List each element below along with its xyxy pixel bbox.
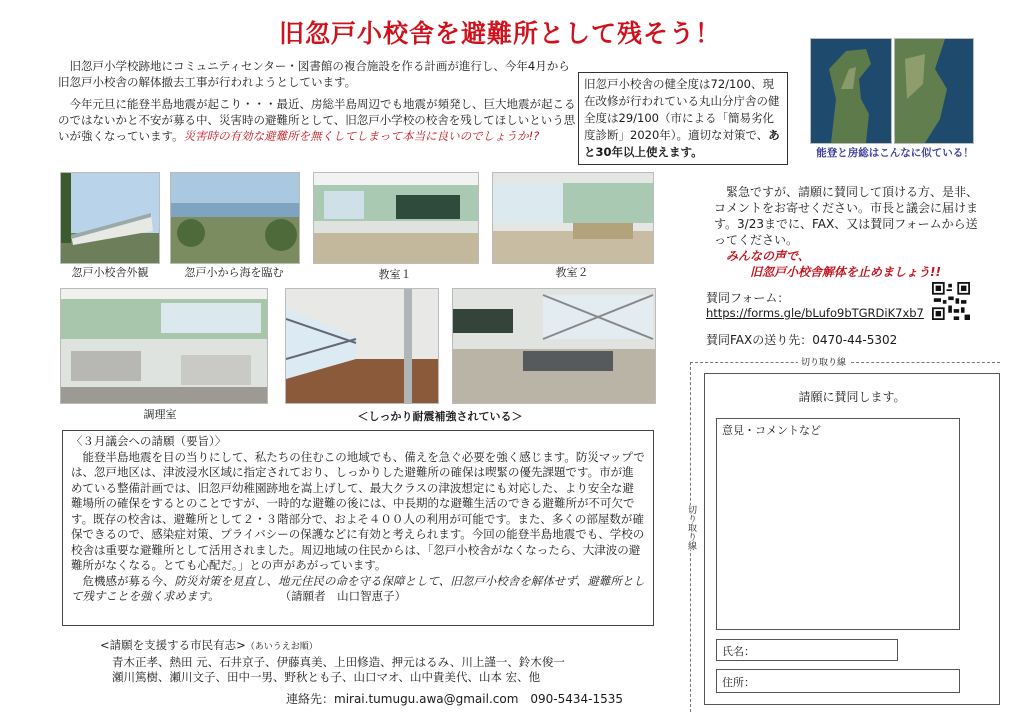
map-caption: 能登と房総はこんなに似ている！ xyxy=(816,147,974,159)
intro-text xyxy=(58,58,578,150)
comment-label: 意見・コメントなど xyxy=(722,424,821,437)
page-title: 旧忽戸小校舎を避難所として残そう！ xyxy=(278,19,721,48)
form-label: 賛同フォーム： xyxy=(706,291,790,305)
supporters-line-2: 瀬川篤樹、瀬川文子、田中一男、野秋とも子、山口マオ、山中貴美代、山本 宏、他 xyxy=(112,670,541,684)
supporters-list xyxy=(100,638,660,685)
intro-paragraph-1: 旧忽戸小学校跡地にコミュニティセンター・図書館の複合施設を作る計画が進行し、今年4月から旧忽戸小校舎の解体撤去工事が行われようとしています。 xyxy=(58,59,570,89)
comment-field[interactable] xyxy=(716,418,960,630)
address-label: 住所： xyxy=(722,676,755,689)
intro-question: 災害時の有効な避難所を無くしてしまって本当に良いのでしょうか!? xyxy=(183,129,540,143)
name-label: 氏名： xyxy=(722,645,755,658)
qr-code-icon[interactable] xyxy=(932,282,970,320)
slip-title: 請願に賛同します。 xyxy=(798,390,906,404)
caption-sea: 忽戸小から海を臨む xyxy=(184,266,284,279)
classroom-1-photo xyxy=(313,172,479,264)
contact-info: 連絡先：mirai.tumugu.awa@gmail.com 090-5434-1535 xyxy=(286,692,624,706)
noto-satellite-map xyxy=(810,38,892,144)
fax-number: 賛同FAXの送り先：0470-44-5302 xyxy=(706,333,898,347)
caption-cooking: 調理室 xyxy=(143,408,177,421)
petition-signer: （請願者 山口智恵子） xyxy=(279,589,407,603)
classroom-2-photo xyxy=(492,172,654,264)
caption-classroom-2: 教室２ xyxy=(555,266,589,279)
petition-box xyxy=(62,430,654,626)
boso-satellite-map xyxy=(894,38,974,144)
form-link[interactable]: https://forms.gle/bLufo9bTGRDiK7xb7 xyxy=(706,306,924,320)
cooking-room-photo xyxy=(60,288,268,404)
caption-classroom-1: 教室１ xyxy=(378,268,412,281)
cut-line-label-vertical: 切り取り線 xyxy=(686,505,696,550)
school-exterior-photo xyxy=(60,172,160,264)
appeal-text: 緊急ですが、請願に賛同して頂ける方、是非、コメントをお寄せください。市長と議会に届けます。3/23までに、FAX、又は賛同フォームから送ってください。 みんなの声で、 旧忽戸小校舎解体を止めましょう!! xyxy=(714,185,979,279)
reinforced-room-photo xyxy=(452,288,656,404)
petition-body: 能登半島地震を目の当りにして、私たちの住むこの地域でも、備えを急ぐ必要を強く感じます。防災マップでは、忽戸地区は、津波浸水区域に指定されており、しっかりした避難所の確保は喫緊の優先課題です。市が進めている整備計画では、旧忽戸幼稚園跡地を嵩上げして、最大クラスの津波想定にも対応した、より安全な避難場所の確保をするとのことですが、一時的な避難の後には、中長期的な避難生活のできる避難所が不可欠です。既存の校舎は、避難所として２・３階部分で、およそ４００人の利用が可能です。また、多くの部屋数が確保できるので、感染症対策、プライバシーの保護などに有効と考えられます。今回の能登半島地震でも、学校の校舎は重要な避難所として活用されました。周辺地域の住民からは、「忽戸小校舎がなくなったら、大津波の避難所がなくなる。とても心配だ。」との声があがっています。 xyxy=(71,449,645,572)
corridor-photo xyxy=(285,288,439,404)
appeal-slogan-2: 旧忽戸小校舎解体を止めましょう!! xyxy=(750,265,941,279)
appeal-slogan-1: みんなの声で、 xyxy=(726,249,810,263)
supporters-order: （あいうえお順） xyxy=(245,642,318,652)
caption-exterior: 忽戸小校舎外観 xyxy=(71,266,149,279)
petition-conclusion: 危機感が募る今、防災対策を見直し、地元住民の命を守る保障として、旧忽戸小校舎を解体せず、避難所として残すことを強く求めます。 （請願者 山口智恵子） xyxy=(71,573,645,603)
health-score-box: 旧忽戸小校舎の健全度は72/100、現在改修が行われている丸山分庁舎の健全度は29/100（市による「簡易劣化度診断」2020年）。適切な対策で、あと30年以上使えます。 xyxy=(578,72,788,165)
petition-heading: 〈３月議会への請願（要旨）〉 xyxy=(71,434,227,448)
cut-line-label: 切り取り線 xyxy=(798,355,849,368)
supporters-heading: <請願を支援する市民有志> xyxy=(100,638,246,652)
intro-paragraph-2: 今年元旦に能登半島地震が起こり・・・最近、房総半島周辺でも地震が頻発し、巨大地震が起こるのではないかと不安が募る中、災害時の避難所として、旧忽戸小学校の校舎を残してほしいという思いが強くなっています。災害時の有効な避難所を無くしてしまって本当に良いのでしょうか!? xyxy=(58,97,576,143)
supporters-line-1: 青木正孝、熱田 元、石井京子、伊藤真美、上田修造、押元はるみ、川上謹一、鈴木俊一 xyxy=(112,655,565,669)
caption-reinforcement: ＜しっかり耐震補強されている＞ xyxy=(357,410,523,423)
sea-view-photo xyxy=(170,172,300,264)
